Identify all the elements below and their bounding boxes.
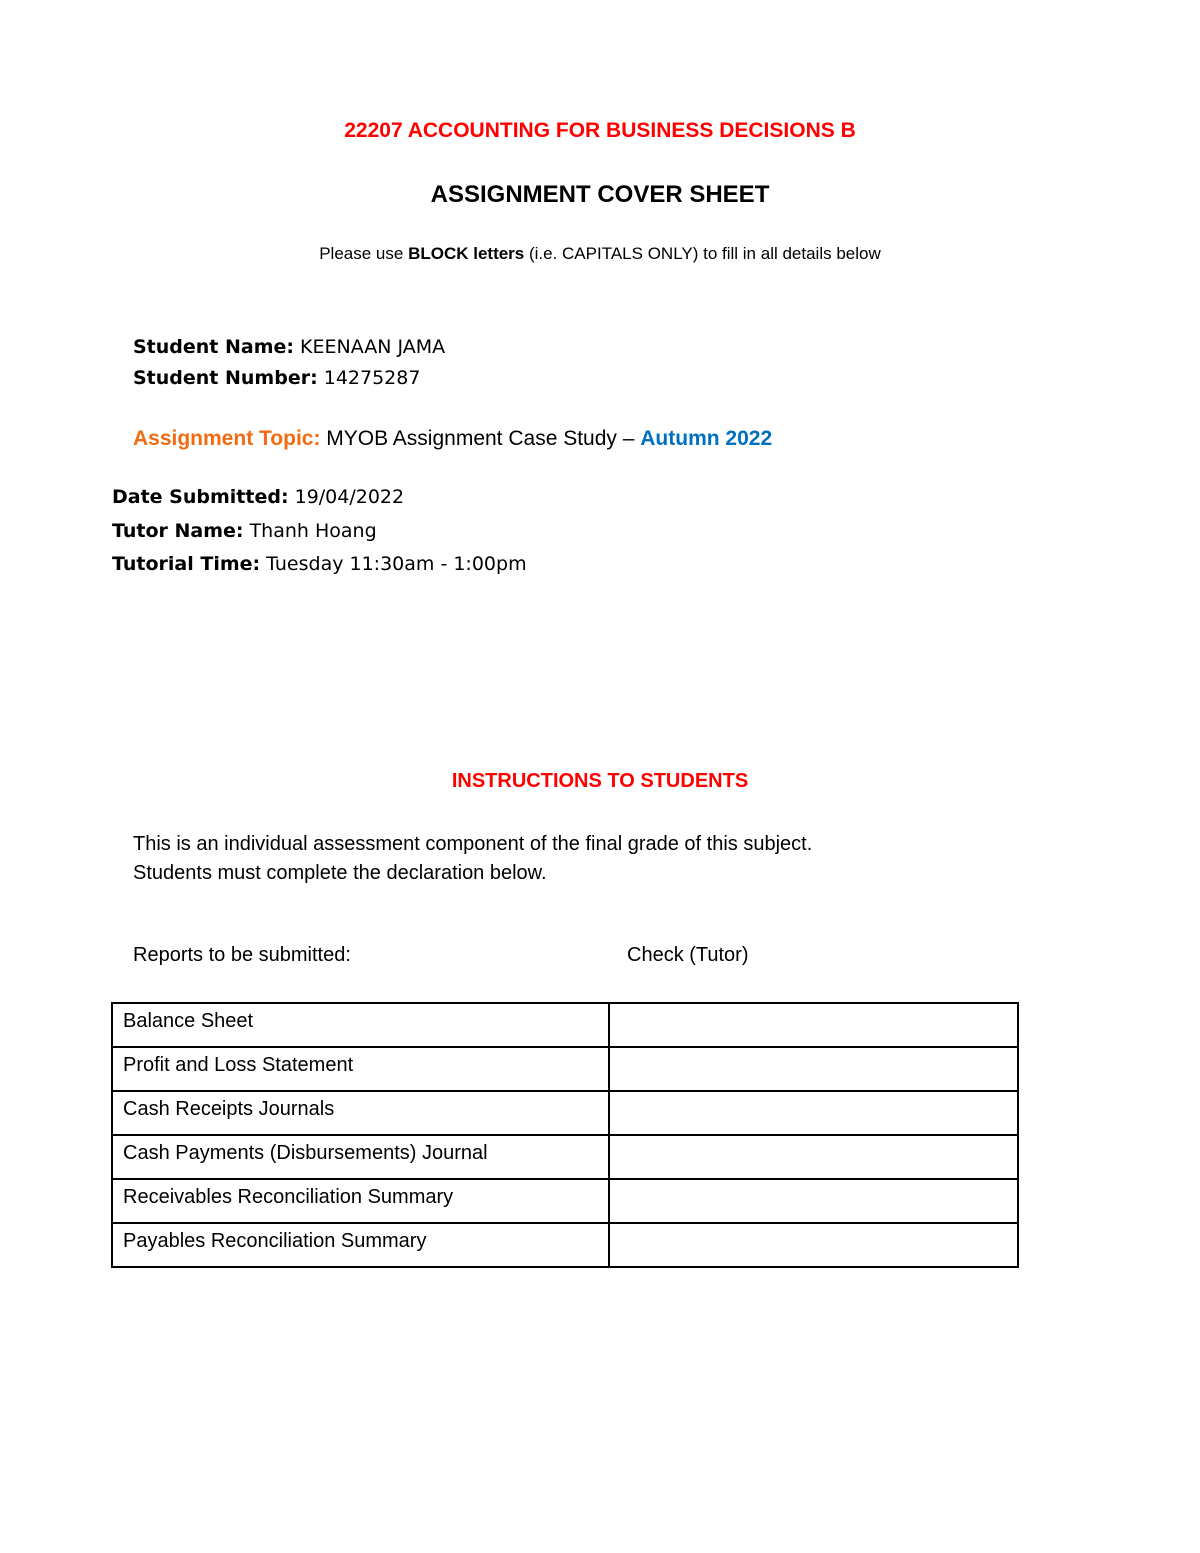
fill-instruction-pre: Please use bbox=[319, 244, 409, 263]
sheet-title: ASSIGNMENT COVER SHEET bbox=[430, 181, 770, 208]
assignment-topic-row bbox=[133, 427, 772, 451]
student-number-label: Student Number: bbox=[133, 367, 318, 389]
tutor-check-cell[interactable] bbox=[609, 1003, 1018, 1047]
student-name-label: Student Name: bbox=[133, 336, 295, 358]
tutorial-time-row bbox=[112, 553, 527, 575]
course-title: 22207 ACCOUNTING FOR BUSINESS DECISIONS B bbox=[344, 119, 856, 142]
instructions-line: This is an individual assessment component of the final grade of this subject. bbox=[133, 833, 813, 855]
reports-label: Reports to be submitted: bbox=[133, 944, 351, 966]
table-row bbox=[112, 1135, 1018, 1179]
tutor-check-cell[interactable] bbox=[609, 1047, 1018, 1091]
tutorial-time-value: Tuesday 11:30am - 1:00pm bbox=[260, 553, 527, 575]
tutor-check-cell[interactable] bbox=[609, 1179, 1018, 1223]
report-name-cell: Cash Payments (Disbursements) Journal bbox=[112, 1135, 609, 1179]
table-row bbox=[112, 1003, 1018, 1047]
student-name-row bbox=[133, 336, 445, 358]
assignment-semester: Autumn 2022 bbox=[640, 427, 773, 450]
tutorial-time-label: Tutorial Time: bbox=[112, 553, 261, 575]
instructions-body bbox=[133, 830, 812, 888]
date-submitted-value: 19/04/2022 bbox=[288, 486, 405, 508]
tutor-check-cell[interactable] bbox=[609, 1135, 1018, 1179]
report-name-cell: Receivables Reconciliation Summary bbox=[112, 1179, 609, 1223]
table-row bbox=[112, 1091, 1018, 1135]
report-name-cell: Payables Reconciliation Summary bbox=[112, 1223, 609, 1267]
student-number-row bbox=[133, 367, 420, 389]
tutor-check-cell[interactable] bbox=[609, 1223, 1018, 1267]
date-submitted-row bbox=[112, 486, 404, 508]
student-name-value: KEENAAN JAMA bbox=[294, 336, 446, 358]
report-name-cell: Balance Sheet bbox=[112, 1003, 609, 1047]
tutor-name-row bbox=[112, 520, 377, 542]
fill-instruction bbox=[0, 244, 1200, 264]
instructions-heading: INSTRUCTIONS TO STUDENTS bbox=[451, 770, 749, 792]
fill-instruction-bold: BLOCK letters bbox=[408, 244, 525, 263]
student-number-value: 14275287 bbox=[317, 367, 421, 389]
tutor-check-cell[interactable] bbox=[609, 1091, 1018, 1135]
fill-instruction-post: (i.e. CAPITALS ONLY) to fill in all details below bbox=[524, 244, 881, 263]
tutor-name-value: Thanh Hoang bbox=[243, 520, 377, 542]
table-row bbox=[112, 1223, 1018, 1267]
reports-table bbox=[111, 1002, 1019, 1268]
report-name-cell: Cash Receipts Journals bbox=[112, 1091, 609, 1135]
check-tutor-label: Check (Tutor) bbox=[627, 944, 749, 966]
table-row bbox=[112, 1047, 1018, 1091]
date-submitted-label: Date Submitted: bbox=[112, 486, 289, 508]
assignment-topic-label: Assignment Topic: bbox=[133, 427, 321, 450]
assignment-topic-value: MYOB Assignment Case Study – bbox=[320, 427, 641, 450]
report-name-cell: Profit and Loss Statement bbox=[112, 1047, 609, 1091]
instructions-line: Students must complete the declaration below. bbox=[133, 862, 547, 884]
tutor-name-label: Tutor Name: bbox=[112, 520, 244, 542]
table-row bbox=[112, 1179, 1018, 1223]
